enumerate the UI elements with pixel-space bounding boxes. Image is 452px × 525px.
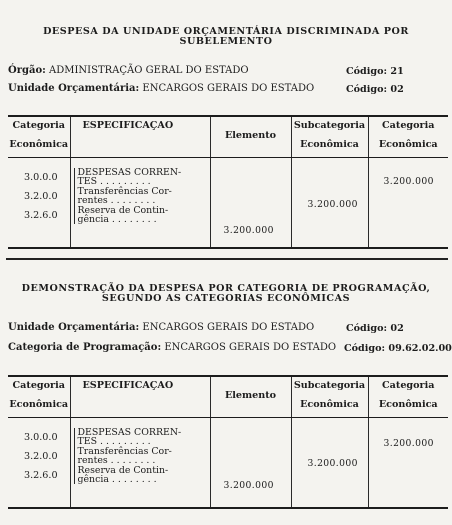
spec-line: TES . . . . . . . . . — [77, 436, 151, 448]
elemento-value: 3.200.000 — [223, 480, 274, 491]
header-elemento: Elemento — [210, 116, 291, 158]
spec-line: gência . . . . . . . . — [77, 214, 157, 226]
unidade-code-label: Código: — [346, 84, 388, 95]
spec-line: DESPESAS CORREN- — [77, 167, 182, 178]
elemento-cell — [210, 418, 291, 509]
spec-line: Reserva de Contin- — [77, 464, 169, 476]
categoria-value: 3.200.000 — [383, 438, 434, 449]
programacao-row — [8, 342, 336, 353]
header-categoria-economica: Categoria Econômica — [368, 376, 448, 418]
section1-title-line1: DESPESA DA UNIDADE ORÇAMENTÁRIA DISCRIMINADA POR — [43, 26, 409, 37]
spec-line: Transferências Cor- — [77, 445, 172, 457]
elemento-cell — [210, 158, 291, 249]
code-item: 3.0.0.0 — [24, 432, 58, 443]
unidade-row — [8, 83, 314, 94]
section2-header-row — [8, 376, 448, 418]
codes-cell — [8, 158, 70, 249]
code-item: 3.2.6.0 — [24, 210, 58, 221]
unidade2-code: 02 — [390, 323, 404, 334]
section2-table — [8, 375, 448, 509]
spec-line: rentes . . . . . . . . — [77, 455, 156, 467]
orgao-label: Órgão: — [8, 65, 46, 76]
section2-body-row — [8, 418, 448, 509]
spec-line: gência . . . . . . . . — [77, 474, 157, 486]
section-divider — [6, 258, 448, 260]
unidade2-row — [8, 322, 314, 333]
section1-header-row — [8, 116, 448, 158]
categoria-value: 3.200.000 — [383, 176, 434, 187]
section1-body-row — [8, 158, 448, 249]
codes-cell — [8, 418, 70, 509]
spec-cell — [70, 418, 210, 509]
programacao-label: Categoria de Programação: — [8, 342, 162, 353]
elemento-value: 3.200.000 — [223, 225, 274, 236]
header-categoria: Categoria Econômica — [8, 116, 70, 158]
code-item: 3.2.0.0 — [24, 451, 58, 462]
header-subcategoria: Subcategoria Econômica — [291, 116, 368, 158]
orgao-value: ADMINISTRAÇÃO GERAL DO ESTADO — [49, 65, 249, 76]
orgao-code: 21 — [390, 66, 404, 77]
categoria-cell — [368, 418, 448, 509]
unidade2-value: ENCARGOS GERAIS DO ESTADO — [142, 322, 315, 333]
programacao-code: 09.62.02.00 — [388, 343, 452, 354]
unidade-code-row — [346, 84, 404, 95]
unidade2-label: Unidade Orçamentária: — [8, 322, 140, 333]
unidade-value: ENCARGOS GERAIS DO ESTADO — [142, 83, 315, 94]
orgao-code-label: Código: — [346, 66, 388, 77]
section2-title-line1: DEMONSTRAÇÃO DA DESPESA POR CATEGORIA DE PROGRAMAÇÃO, — [21, 283, 431, 294]
programacao-value: ENCARGOS GERAIS DO ESTADO — [164, 342, 337, 353]
spec-line: Transferências Cor- — [77, 185, 172, 197]
spec-line: DESPESAS CORREN- — [77, 427, 182, 438]
header-elemento: Elemento — [210, 376, 291, 418]
programacao-code-row — [344, 343, 452, 354]
spec-line: rentes . . . . . . . . — [77, 195, 156, 207]
subcategoria-cell — [291, 158, 368, 249]
subcategoria-cell — [291, 418, 368, 509]
unidade2-code-label: Código: — [346, 323, 388, 334]
spec-line: TES . . . . . . . . . — [77, 176, 151, 188]
categoria-cell — [368, 158, 448, 249]
spec-line: Reserva de Contin- — [77, 204, 169, 216]
header-categoria-economica: Categoria Econômica — [368, 116, 448, 158]
subcategoria-value: 3.200.000 — [307, 458, 358, 469]
spec-cell — [70, 158, 210, 249]
code-item: 3.2.0.0 — [24, 191, 58, 202]
section2-title-line2: SEGUNDO AS CATEGORIAS ECONÔMICAS — [101, 293, 351, 304]
orgao-code-row — [346, 66, 404, 77]
unidade-code: 02 — [390, 84, 404, 95]
header-subcategoria: Subcategoria Econômica — [291, 376, 368, 418]
unidade2-code-row — [346, 323, 404, 334]
section1-title-line2: SUBELEMENTO — [179, 36, 273, 47]
header-especificacao: ESPECIFICAÇAO — [70, 116, 210, 158]
code-item: 3.0.0.0 — [24, 172, 58, 183]
subcategoria-value: 3.200.000 — [307, 199, 358, 210]
unidade-label: Unidade Orçamentária: — [8, 83, 140, 94]
header-especificacao: ESPECIFICAÇAO — [70, 376, 210, 418]
programacao-code-label: Código: — [344, 343, 386, 354]
header-categoria: Categoria Econômica — [8, 376, 70, 418]
orgao-row — [8, 65, 249, 76]
section1-table — [8, 115, 448, 249]
code-item: 3.2.6.0 — [24, 470, 58, 481]
